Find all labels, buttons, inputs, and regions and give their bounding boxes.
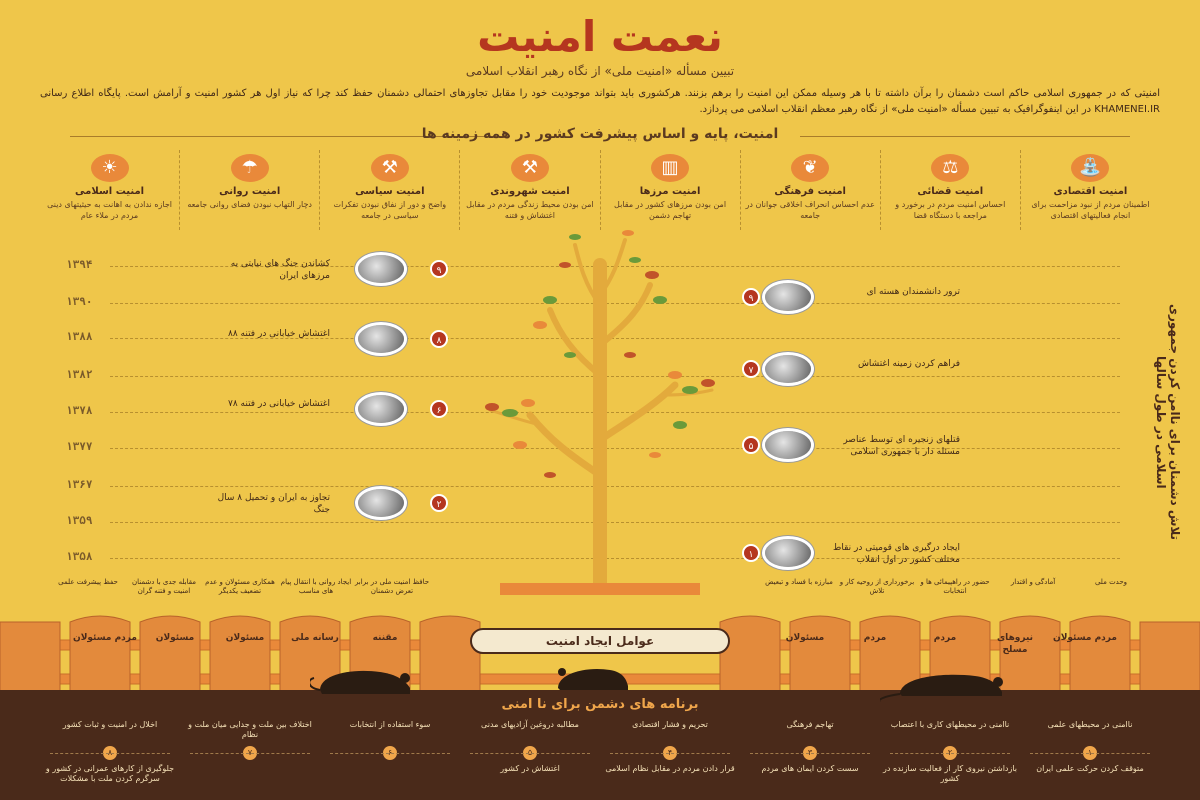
enemy-program-title: مطالبه دروغین آزادیهای مدنی <box>481 720 579 729</box>
shovel-icon: ⚒ <box>371 154 409 182</box>
security-type-desc: امن بودن مرزهای کشور در مقابل تهاجم دشمن <box>614 200 727 220</box>
event-text: قتلهای زنجیره ای توسط عناصر مسئله دار با جمهوری اسلامی <box>843 435 960 457</box>
enemy-program-title: اختلاف بین ملت و جدایی میان ملت و نظام <box>188 720 312 739</box>
security-type-desc: اطمینان مردم از نبود مزاحمت برای انجام فعالیتهای اقتصادی <box>1031 200 1150 220</box>
fence-note: مقابله جدی با دشمنان امنیت و فتنه گران <box>131 578 197 595</box>
fence-card: مردم <box>933 633 957 643</box>
security-type <box>179 150 319 230</box>
timeline-year: ۱۳۵۸ <box>66 550 93 563</box>
fence-note: ایجاد روانی با انتقال پیام های مناسب <box>280 578 352 595</box>
enemy-program <box>40 720 180 798</box>
event-text: کشاندن جنگ های نیابتی به مرزهای ایران <box>230 259 330 281</box>
fence-notes-right <box>760 578 1150 608</box>
event-text: اغتشاش خیابانی در فتنه ۸۸ <box>228 329 330 339</box>
fence-note: برخورداری از روحیه کار و تلاش <box>839 578 915 595</box>
tree-illustration <box>480 225 720 600</box>
event-photo <box>762 280 814 314</box>
event-text: فراهم کردن زمینه اغتشاش <box>857 359 960 369</box>
security-type-desc: اجازه ندادن به اهانت به حیثیتهای دینی مردم در ملاء عام <box>47 200 172 220</box>
enemy-program-badge: ۷ <box>243 746 257 760</box>
security-type-desc: احساس امنیت مردم در برخورد و مراجعه با دستگاه قضا <box>895 200 1006 220</box>
enemy-program <box>880 720 1020 798</box>
dashed-connector <box>750 753 870 754</box>
timeline-year: ۱۳۸۲ <box>66 368 93 381</box>
event-badge: ۹ <box>742 288 760 306</box>
enemy-program-title: تحریم و فشار اقتصادی <box>632 720 708 729</box>
security-type <box>1020 150 1160 230</box>
security-type-name: امنیت روانی <box>219 186 281 197</box>
fence-card: مردم مسئولان <box>73 633 137 643</box>
dashed-connector <box>190 753 310 754</box>
security-type-name: امنیت شهروندی <box>490 186 570 197</box>
enemy-program-detail: اغتشاش در کشور <box>500 764 560 773</box>
scale-icon: ⚖ <box>931 154 969 182</box>
event-badge: ۲ <box>430 494 448 512</box>
security-type-name: امنیت اقتصادی <box>1053 186 1128 197</box>
event-photo <box>355 322 407 356</box>
cloud-rain-icon: ☂ <box>231 154 269 182</box>
timeline-year: ۱۳۹۴ <box>66 258 93 271</box>
fence-note: آمادگی و اقتدار <box>1010 578 1056 586</box>
dashed-connector <box>50 753 170 754</box>
dashed-connector <box>890 753 1010 754</box>
enemy-program-badge: ۴ <box>663 746 677 760</box>
security-type-name: امنیت قضائی <box>917 186 984 197</box>
security-type-name: امنیت فرهنگی <box>774 186 846 197</box>
fence-note: مبارزه با فساد و تبعیض <box>765 578 833 586</box>
event-badge: ۱ <box>742 544 760 562</box>
intro-paragraph: امنیتی که در جمهوری اسلامی حاکم است دشمنان را برآن داشته تا با هر وسیله ممکن این امنیت را برهم بزنند. هرکشوری باید بتواند موجودیت خود را مقابل تجاوزهای احتمالی دشمنان حفظ کند چرا که نیاز اول هر کشور امنیت و آرامش است. پایگاه اطلاع رسانی KHAMENEI.IR در این اینفوگرافیک به تبیین مسأله «امنیت ملی» از نگاه رهبر معظم انقلاب اسلامی می پردازد. <box>40 88 1160 115</box>
enemy-program <box>320 720 460 798</box>
enemy-programs-row <box>40 720 1160 798</box>
enemy-program-title: تهاجم فرهنگی <box>786 720 834 729</box>
enemy-program-detail: متوقف کردن حرکت علمی ایران <box>1036 764 1144 773</box>
enemy-program-detail: سست کردن ایمان های مردم <box>761 764 859 773</box>
timeline-year: ۱۳۸۸ <box>66 330 93 343</box>
event-badge: ۷ <box>742 360 760 378</box>
enemy-program-title: سوء استفاده از انتخابات <box>349 720 431 729</box>
dashed-connector <box>610 753 730 754</box>
security-type-desc: امن بودن محیط زندگی مردم در مقابل اغتشاش و فتنه <box>466 200 594 220</box>
leaf-icon: ❦ <box>791 154 829 182</box>
enemy-program-detail: جلوگیری از کارهای عمرانی در کشور و سرگرم کردن ملت با مشکلات <box>45 764 175 783</box>
dashed-connector <box>1030 753 1150 754</box>
dashed-connector <box>330 753 450 754</box>
watering-can-icon: ⛲ <box>1071 154 1109 182</box>
security-type-name: امنیت مرزها <box>639 186 701 197</box>
enemy-program-badge: ۲ <box>943 746 957 760</box>
event-photo <box>355 392 407 426</box>
security-type-desc: دچار التهاب نبودن فضای روانی جامعه <box>187 200 312 209</box>
enemy-program-badge: ۳ <box>803 746 817 760</box>
enemy-program-title: ناامنی در محیطهای علمی <box>1047 720 1133 729</box>
timeline-year: ۱۳۷۸ <box>66 404 93 417</box>
enemy-program-title: ناامنی در محیطهای کاری با اعتصاب <box>890 720 1010 729</box>
fence-note: حافظ امنیت ملی در برابر تعرض دشمنان <box>354 578 430 595</box>
fence-card: مردم مسئولان <box>1053 633 1117 643</box>
fence-card: مردم <box>863 633 887 643</box>
event-photo <box>762 352 814 386</box>
fence-note: همکاری مسئولان و عدم تضعیف یکدیگر <box>205 578 275 595</box>
event-badge: ۸ <box>430 330 448 348</box>
fence-icon: ▥ <box>651 154 689 182</box>
vertical-section-title: تلاش دشمنان برای ناامن کردن جمهوری اسلامی در طول سالها <box>1154 303 1182 541</box>
enemy-programs-title: برنامه های دشمن برای نا امنی <box>501 697 699 712</box>
section-title-foundation: امنیت، پایه و اساس پیشرفت کشور در همه زمینه ها <box>421 126 779 142</box>
enemy-program <box>1020 720 1160 798</box>
dashed-connector <box>470 753 590 754</box>
fence-card: مسئولان <box>225 633 265 643</box>
event-badge: ۹ <box>430 260 448 278</box>
enemy-program-badge: ۵ <box>523 746 537 760</box>
event-text: ایجاد درگیری های قومیتی در نقاط مختلف کشور در اول انقلاب <box>833 543 960 565</box>
event-text: تجاوز به ایران و تحمیل ۸ سال جنگ <box>217 493 330 515</box>
security-type-desc: عدم احساس انحراف اخلاقی جوانان در جامعه <box>745 200 875 220</box>
security-type <box>740 150 880 230</box>
security-type <box>40 150 179 230</box>
security-type <box>880 150 1020 230</box>
enemy-program-badge: ۸ <box>103 746 117 760</box>
enemy-program-badge: ۱ <box>1083 746 1097 760</box>
security-type-name: امنیت اسلامی <box>75 186 145 197</box>
page-subtitle: تبیین مسأله «امنیت ملی» از نگاه رهبر انقلاب اسلامی <box>465 64 735 78</box>
security-types-row <box>40 150 1160 230</box>
flower-pot <box>500 583 700 595</box>
fence-note: وحدت ملی <box>1094 578 1128 586</box>
event-badge: ۵ <box>742 436 760 454</box>
security-type-desc: واضح و دور از نفاق نبودن تفکرات سیاسی در جامعه <box>333 200 447 220</box>
fence-card: مسئولان <box>155 633 195 643</box>
event-text: ترور دانشمندان هسته ای <box>866 287 960 297</box>
enemy-program-title: اخلال در امنیت و ثبات کشور <box>62 720 158 729</box>
timeline-year: ۱۳۷۷ <box>66 440 93 453</box>
security-type <box>459 150 599 230</box>
rat-icon <box>310 660 420 700</box>
rat-icon <box>550 660 630 694</box>
fence-card: مسئولان <box>785 633 825 643</box>
timeline-year: ۱۳۶۷ <box>66 478 93 491</box>
fence-note: حفظ پیشرفت علمی <box>58 578 118 586</box>
timeline-year: ۱۳۹۰ <box>66 295 93 308</box>
timeline-year: ۱۳۵۹ <box>66 514 93 527</box>
event-photo <box>355 252 407 286</box>
enemy-program-badge: ۶ <box>383 746 397 760</box>
event-photo <box>762 428 814 462</box>
event-photo <box>762 536 814 570</box>
factors-title: عوامل ایجاد امنیت <box>470 628 730 654</box>
security-type-name: امنیت سیاسی <box>355 186 425 197</box>
security-type <box>600 150 740 230</box>
enemy-program-detail: قرار دادن مردم در مقابل نظام اسلامی <box>605 764 735 773</box>
shovel-icon: ⚒ <box>511 154 549 182</box>
fence-note: حضور در راهپیمائی ها و انتخابات <box>920 578 990 595</box>
fence-card: رسانه ملی <box>291 633 339 643</box>
fence-notes-left <box>50 578 430 608</box>
enemy-program <box>460 720 600 798</box>
enemy-program <box>740 720 880 798</box>
enemy-program <box>600 720 740 798</box>
event-text: اغتشاش خیابانی در فتنه ۷۸ <box>228 399 330 409</box>
sun-icon: ☀ <box>91 154 129 182</box>
security-type <box>319 150 459 230</box>
enemy-program-detail: بازداشتن نیروی کار از فعالیت سازنده در کشور <box>882 764 1018 783</box>
page-title: نعمت امنیت <box>477 12 723 61</box>
enemy-program <box>180 720 320 798</box>
event-photo <box>355 486 407 520</box>
fence-card: نیروهای مسلح <box>996 633 1034 655</box>
fence-card: مقننه <box>372 633 398 643</box>
event-badge: ۶ <box>430 400 448 418</box>
